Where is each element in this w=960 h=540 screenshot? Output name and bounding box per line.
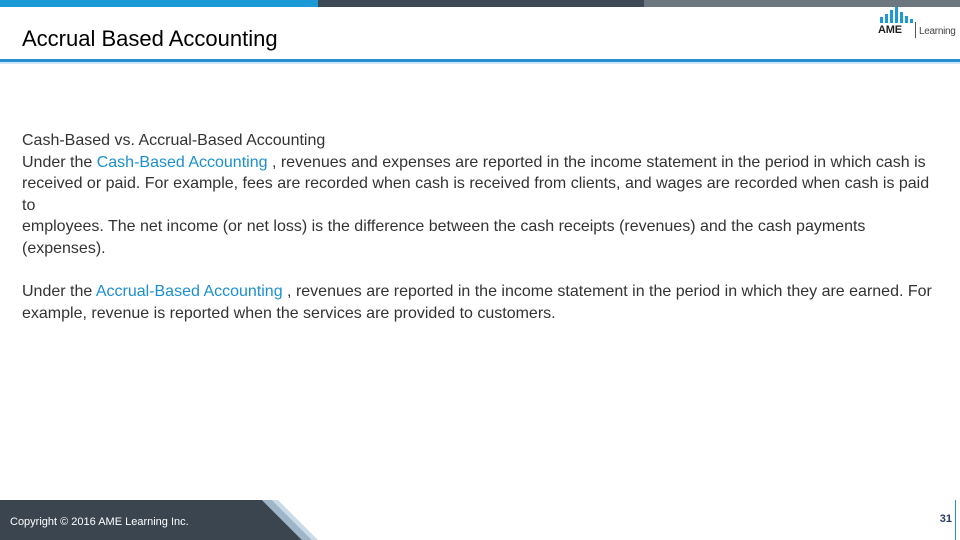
section-heading: Cash-Based vs. Accrual-Based Accounting: [22, 132, 326, 149]
accrual-based-paragraph: [22, 281, 942, 324]
ame-learning-logo: [878, 7, 958, 39]
top-bar-dark-segment: [318, 0, 644, 7]
accrual-based-term: Accrual-Based Accounting: [95, 283, 283, 300]
title-underline-shadow: [0, 62, 960, 64]
p2-text: , revenues are reported in the income statement in the period in which they are earned. For example, revenue is reported when the services are provided to customers.: [22, 283, 932, 322]
page-number-rule: [955, 500, 956, 540]
copyright-notice: Copyright © 2016 AME Learning Inc.: [10, 516, 189, 528]
cash-based-term: Cash-Based Accounting: [96, 153, 268, 171]
top-bar-blue-segment: [0, 0, 318, 7]
page-number: 31: [939, 513, 952, 525]
slide-title: Accrual Based Accounting: [22, 26, 278, 51]
logo-divider: [915, 22, 916, 38]
logo-word: Learning: [919, 26, 956, 37]
cash-based-paragraph-continued: employees. The net income (or net loss) is the difference between the cash receipts (revenues) and the cash payments (expenses).: [22, 218, 866, 257]
cash-based-paragraph: [22, 152, 942, 217]
slide-body: [22, 130, 942, 324]
top-bar-grey-segment: [644, 0, 960, 7]
logo-bars-icon: [880, 7, 916, 23]
paragraph-gap: [22, 259, 942, 281]
top-color-bar: [0, 0, 960, 7]
p1-text: , revenues and expenses are reported in the income statement in the period in which cash is received or paid. For example, fees are recorded when cash is received from clients, and wages are recorded when cash is paid to: [22, 153, 930, 214]
p2-lead: Under the: [22, 283, 96, 300]
p1-lead: Under the: [22, 153, 97, 171]
logo-brand: AME: [878, 24, 902, 36]
